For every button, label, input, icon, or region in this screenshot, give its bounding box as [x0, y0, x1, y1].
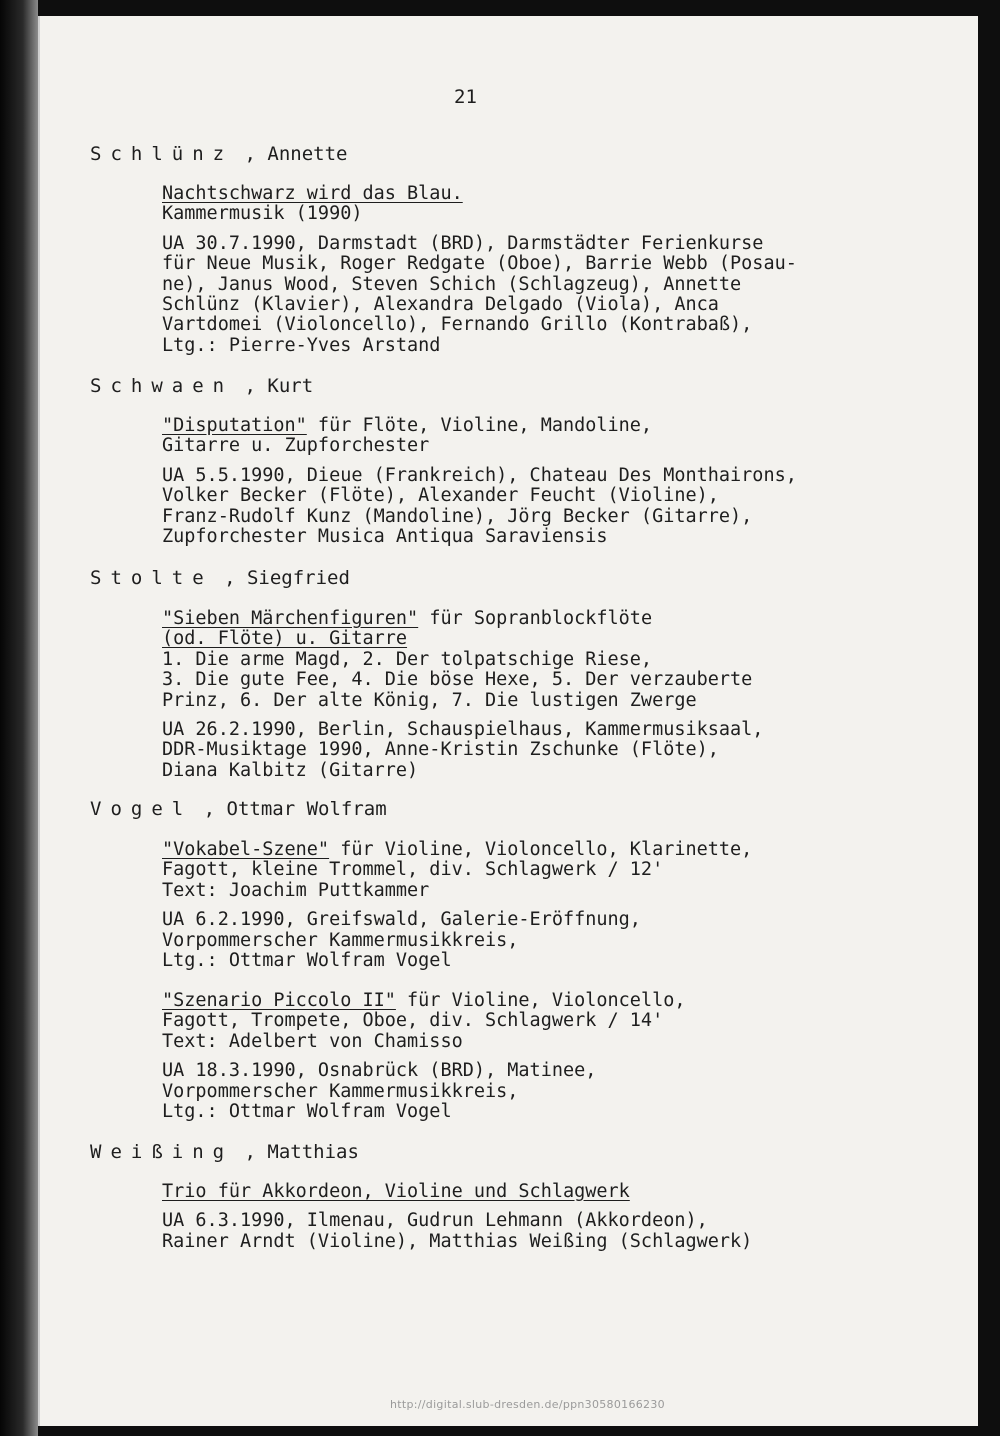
work-detail-line: 1. Die arme Magd, 2. Der tolpatschige Riese,: [162, 648, 653, 670]
work-title-line: [162, 629, 862, 649]
composer-name: Vogel , Ottmar Wolfram: [90, 798, 387, 820]
composer-name: Schwaen , Kurt: [90, 375, 314, 397]
performance-line: Volker Becker (Flöte), Alexander Feucht (Violine),: [162, 485, 719, 507]
performance-line: Ltg.: Ottmar Wolfram Vogel: [162, 950, 452, 972]
work-title-line: [162, 416, 862, 436]
performance-line: Diana Kalbitz (Gitarre): [162, 759, 419, 781]
performance-line: UA 30.7.1990, Darmstadt (BRD), Darmstädter Ferienkurse: [162, 232, 764, 254]
work-title: "Vokabel-Szene": [162, 839, 330, 860]
performance-line: Ltg.: Pierre-Yves Arstand: [162, 334, 441, 356]
composer-last-name: Weißing: [90, 1141, 234, 1163]
performance-line: Zupforchester Musica Antiqua Saraviensis: [162, 526, 608, 548]
work-detail-line: Text: Joachim Puttkammer: [162, 879, 430, 901]
work-title-line: [162, 840, 862, 860]
work-detail-line: 3. Die gute Fee, 4. Die böse Hexe, 5. Der verzauberte: [162, 669, 753, 691]
work-block: [162, 416, 862, 547]
work-detail-line: Fagott, Trompete, Oboe, div. Schlagwerk / 14': [162, 1010, 664, 1032]
composer-last-name: Schlünz: [90, 143, 234, 165]
work-block: [162, 609, 862, 781]
work-instrumentation: für Flöte, Violine, Mandoline,: [306, 415, 653, 436]
performance-line: Rainer Arndt (Violine), Matthias Weißing (Schlagwerk): [162, 1230, 753, 1252]
work-block: [162, 184, 862, 356]
composer-name: Weißing , Matthias: [90, 1141, 359, 1163]
performance-line: UA 18.3.1990, Osnabrück (BRD), Matinee,: [162, 1060, 597, 1082]
performance-line: DDR-Musiktage 1990, Anne-Kristin Zschunke (Flöte),: [162, 739, 719, 761]
composer-first-name: Ottmar Wolfram: [226, 798, 387, 820]
performance-line: Franz-Rudolf Kunz (Mandoline), Jörg Becker (Gitarre),: [162, 505, 753, 527]
work-detail-line: Kammermusik (1990): [162, 203, 363, 225]
performance-line: Schlünz (Klavier), Alexandra Delgado (Viola), Anca: [162, 294, 719, 316]
performance-line: UA 6.3.1990, Ilmenau, Gudrun Lehmann (Akkordeon),: [162, 1210, 708, 1232]
work-title: "Disputation": [162, 415, 307, 436]
work-instrumentation: für Sopranblockflöte: [418, 608, 653, 629]
work-detail-line: Fagott, kleine Trommel, div. Schlagwerk / 12': [162, 859, 664, 881]
performance-line: für Neue Musik, Roger Redgate (Oboe), Barrie Webb (Posau-: [162, 253, 797, 275]
performance-line: Vartdomei (Violoncello), Fernando Grillo (Kontrabaß),: [162, 314, 753, 336]
work-title-line: [162, 184, 862, 204]
composer-last-name: Stolte: [90, 567, 213, 589]
composer-name: Stolte , Siegfried: [90, 567, 350, 589]
composer-first-name: Annette: [267, 143, 348, 165]
work-block: [162, 1182, 862, 1252]
work-block: [162, 840, 862, 971]
work-detail-line: Prinz, 6. Der alte König, 7. Die lustigen Zwerge: [162, 689, 697, 711]
work-title-line: [162, 609, 862, 629]
composer-last-name: Vogel: [90, 798, 193, 820]
work-title: Nachtschwarz wird das Blau.: [162, 183, 463, 204]
performance-line: UA 6.2.1990, Greifswald, Galerie-Eröffnung,: [162, 909, 641, 931]
work-detail-line: Gitarre u. Zupforchester: [162, 435, 430, 457]
work-title-line: [162, 1182, 862, 1202]
work-block: [162, 991, 862, 1122]
composer-last-name: Schwaen: [90, 375, 234, 397]
performance-line: UA 26.2.1990, Berlin, Schauspielhaus, Kammermusiksaal,: [162, 719, 764, 741]
source-url-watermark: http://digital.slub-dresden.de/ppn30580166230: [390, 1398, 665, 1411]
work-instrumentation: für Violine, Violoncello, Klarinette,: [329, 839, 753, 860]
page-number: 21: [454, 86, 477, 108]
work-title: "Sieben Märchenfiguren": [162, 608, 419, 629]
performance-line: UA 5.5.1990, Dieue (Frankreich), Chateau Des Monthairons,: [162, 464, 797, 486]
work-title: Trio für Akkordeon, Violine und Schlagwerk: [162, 1181, 630, 1202]
performance-line: Vorpommerscher Kammermusikkreis,: [162, 1080, 519, 1102]
composer-name: Schlünz , Annette: [90, 143, 348, 165]
work-instrumentation: für Violine, Violoncello,: [395, 990, 686, 1011]
composer-first-name: Siegfried: [246, 567, 350, 589]
composer-first-name: Kurt: [267, 375, 314, 397]
performance-line: ne), Janus Wood, Steven Schich (Schlagzeug), Annette: [162, 273, 742, 295]
work-title-line: [162, 991, 862, 1011]
work-detail-line: Text: Adelbert von Chamisso: [162, 1030, 463, 1052]
book-spine-shadow: [0, 0, 38, 1436]
performance-line: Ltg.: Ottmar Wolfram Vogel: [162, 1101, 452, 1123]
composer-first-name: Matthias: [267, 1141, 359, 1163]
performance-line: Vorpommerscher Kammermusikkreis,: [162, 929, 519, 951]
work-title: "Szenario Piccolo II": [162, 990, 396, 1011]
work-title-continued: (od. Flöte) u. Gitarre: [162, 628, 408, 650]
